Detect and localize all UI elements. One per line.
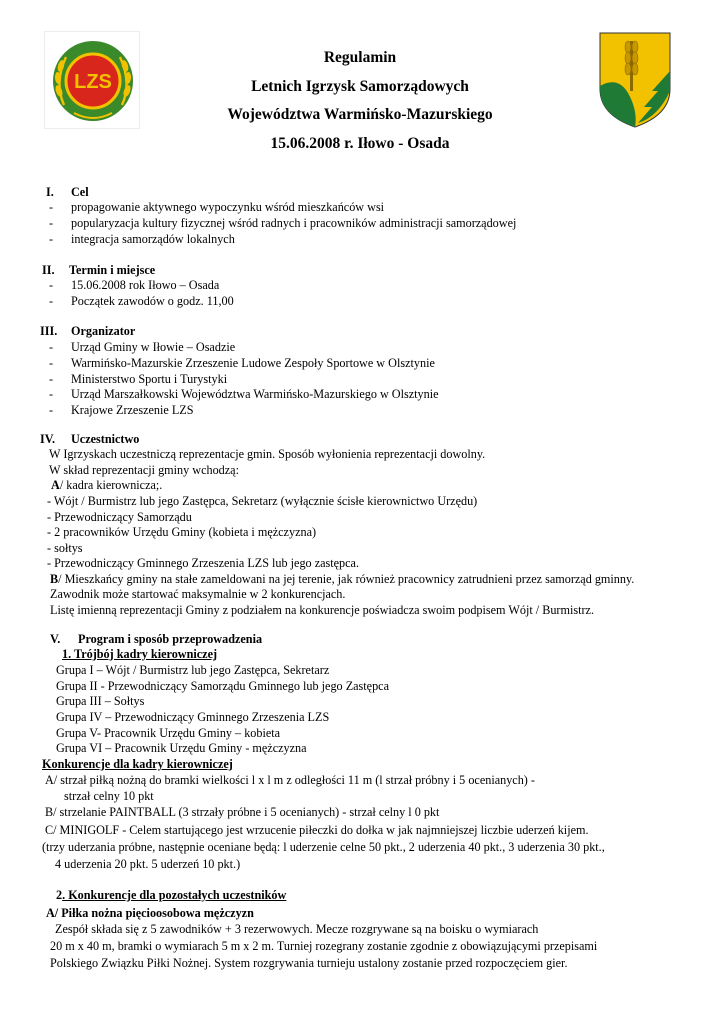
section-2-heading: Termin i miejsce — [69, 263, 156, 277]
subsection-2-heading: 2. Konkurencje dla pozostałych uczestników — [56, 888, 287, 902]
paragraph-line: A/ kadra kierownicza;. — [51, 478, 163, 492]
list-item: Urząd Marszałkowski Województwa Warmińsko-Mazurskiego w Olsztynie — [71, 387, 439, 401]
paragraph-line: Listę imienną reprezentacji Gminy z podziałem na konkurencje poświadcza swoim podpisem Wójt / Burmistrz. — [50, 603, 594, 617]
list-item: popularyzacja kultury fizycznej wśród radnych i pracowników administracji samorządowej — [71, 216, 517, 230]
title-date-place: 15.06.2008 r. Iłowo - Osada — [270, 134, 450, 152]
list-bullet: - — [49, 294, 54, 308]
paragraph-line: strzał celny 10 pkt — [64, 789, 154, 803]
list-bullet: - — [49, 372, 54, 386]
paragraph-line: W skład reprezentacji gminy wchodzą: — [49, 463, 239, 477]
list-item: propagowanie aktywnego wypoczynku wśród mieszkańców wsi — [71, 200, 385, 214]
label-a: A — [51, 478, 60, 492]
paragraph-line: Zawodnik może startować maksymalnie w 2 konkurencjach. — [50, 587, 346, 601]
group-item: Grupa I – Wójt / Burmistrz lub jego Zastępca, Sekretarz — [56, 663, 330, 677]
list-bullet: - — [49, 200, 54, 214]
paragraph-line: B/ Mieszkańcy gminy na stałe zameldowani na jej terenie, jak również pracownicy zatrudnieni przez samorząd gminny. — [50, 572, 635, 586]
section-4-number: IV. — [40, 432, 56, 446]
title-voivodeship: Województwa Warmińsko-Mazurskiego — [227, 106, 493, 123]
list-item: Ministerstwo Sportu i Turystyki — [71, 372, 228, 386]
paragraph-line: (trzy uderzania próbne, następnie oceniane będą: l uderzenie celne 50 pkt., 2 uderzenia 40 pkt., 3 uderzenia 30 pkt., — [42, 840, 605, 854]
paragraph-line: B/ strzelanie PAINTBALL (3 strzały próbne i 5 ocenianych) - strzał celny l 0 pkt — [45, 805, 440, 819]
title-regulamin: Regulamin — [323, 49, 397, 66]
list-item: Początek zawodów o godz. 11,00 — [71, 294, 234, 308]
paragraph-line: Zespół składa się z 5 zawodników + 3 rezerwowych. Mecze rozgrywane są na boisku o wymiarach — [55, 922, 539, 936]
lzs-logo-icon — [44, 31, 140, 129]
title-event: Letnich Igrzysk Samorządowych — [251, 77, 469, 95]
group-item: Grupa V- Pracownik Urzędu Gminy – kobieta — [56, 726, 281, 740]
list-item: integracja samorządów lokalnych — [71, 232, 235, 246]
label-b: B — [50, 572, 59, 586]
group-item: Grupa IV – Przewodniczący Gminnego Zrzeszenia LZS — [56, 710, 330, 724]
list-item: Warmińsko-Mazurskie Zrzeszenie Ludowe Zespoły Sportowe w Olsztynie — [71, 356, 435, 370]
paragraph-line: - Przewodniczący Samorządu — [47, 510, 192, 524]
section-5-heading: Program i sposób przeprowadzenia — [78, 632, 263, 646]
paragraph-line: Polskiego Związku Piłki Nożnej. System rozgrywania turnieju ustalony zostanie przed rozpoczęciem gier. — [50, 956, 568, 970]
paragraph-line: A/ strzał piłką nożną do bramki wielkości l x l m z odległości 11 m (l strzał próbny i 5 ocenianych) - — [45, 773, 535, 787]
competitions-heading: Konkurencje dla kadry kierowniczej — [42, 757, 233, 771]
list-bullet: - — [49, 232, 54, 246]
group-item: Grupa III – Sołtys — [56, 694, 145, 708]
title-block — [170, 44, 550, 158]
section-1-heading: Cel — [71, 185, 89, 199]
svg-text:LZS: LZS — [74, 71, 112, 93]
paragraph-line: C/ MINIGOLF - Celem startującego jest wrzucenie piłeczki do dołka w jak najmniejszej liczbie uderzeń kijem. — [45, 823, 589, 837]
section-1-number: I. — [46, 185, 54, 199]
paragraph-line: W Igrzyskach uczestniczą reprezentacje gmin. Sposób wyłonienia reprezentacji dowolny. — [49, 447, 486, 461]
section-3-number: III. — [40, 324, 58, 338]
football-heading: A/ Piłka nożna pięcioosobowa mężczyzn — [46, 906, 254, 920]
section-4-heading: Uczestnictwo — [71, 432, 140, 446]
paragraph-line: 4 uderzenia 20 pkt. 5 uderzeń 10 pkt.) — [55, 857, 241, 871]
list-item: 15.06.2008 rok Iłowo – Osada — [71, 278, 220, 292]
list-bullet: - — [49, 356, 54, 370]
list-item: Krajowe Zrzeszenie LZS — [71, 403, 194, 417]
group-item: Grupa II - Przewodniczący Samorządu Gminnego lub jego Zastępca — [56, 679, 390, 693]
group-item: Grupa VI – Pracownik Urzędu Gminy - mężczyzna — [56, 741, 307, 755]
list-bullet: - — [49, 403, 54, 417]
paragraph-line: - sołtys — [47, 541, 83, 555]
section-3-heading: Organizator — [71, 324, 136, 338]
paragraph-line: - 2 pracowników Urzędu Gminy (kobieta i mężczyzna) — [47, 525, 317, 539]
section-5-number: V. — [50, 632, 61, 646]
paragraph-line: - Przewodniczący Gminnego Zrzeszenia LZS lub jego zastępca. — [47, 556, 360, 570]
section-2-number: II. — [42, 263, 55, 277]
paragraph-line: 20 m x 40 m, bramki o wymiarach 5 m x 2 m. Turniej rozegrany zostanie zgodnie z obowiązującymi przepisami — [50, 939, 598, 953]
coat-of-arms-icon — [598, 31, 672, 129]
paragraph-line: - Wójt / Burmistrz lub jego Zastępca, Sekretarz (wyłącznie ścisłe kierownictwo Urzędu) — [47, 494, 478, 508]
list-bullet: - — [49, 216, 54, 230]
list-bullet: - — [49, 387, 54, 401]
subsection-1-heading: 1. Trójbój kadry kierowniczej — [62, 647, 218, 661]
list-bullet: - — [49, 278, 54, 292]
list-item: Urząd Gminy w Iłowie – Osadzie — [71, 340, 236, 354]
list-bullet: - — [49, 340, 54, 354]
